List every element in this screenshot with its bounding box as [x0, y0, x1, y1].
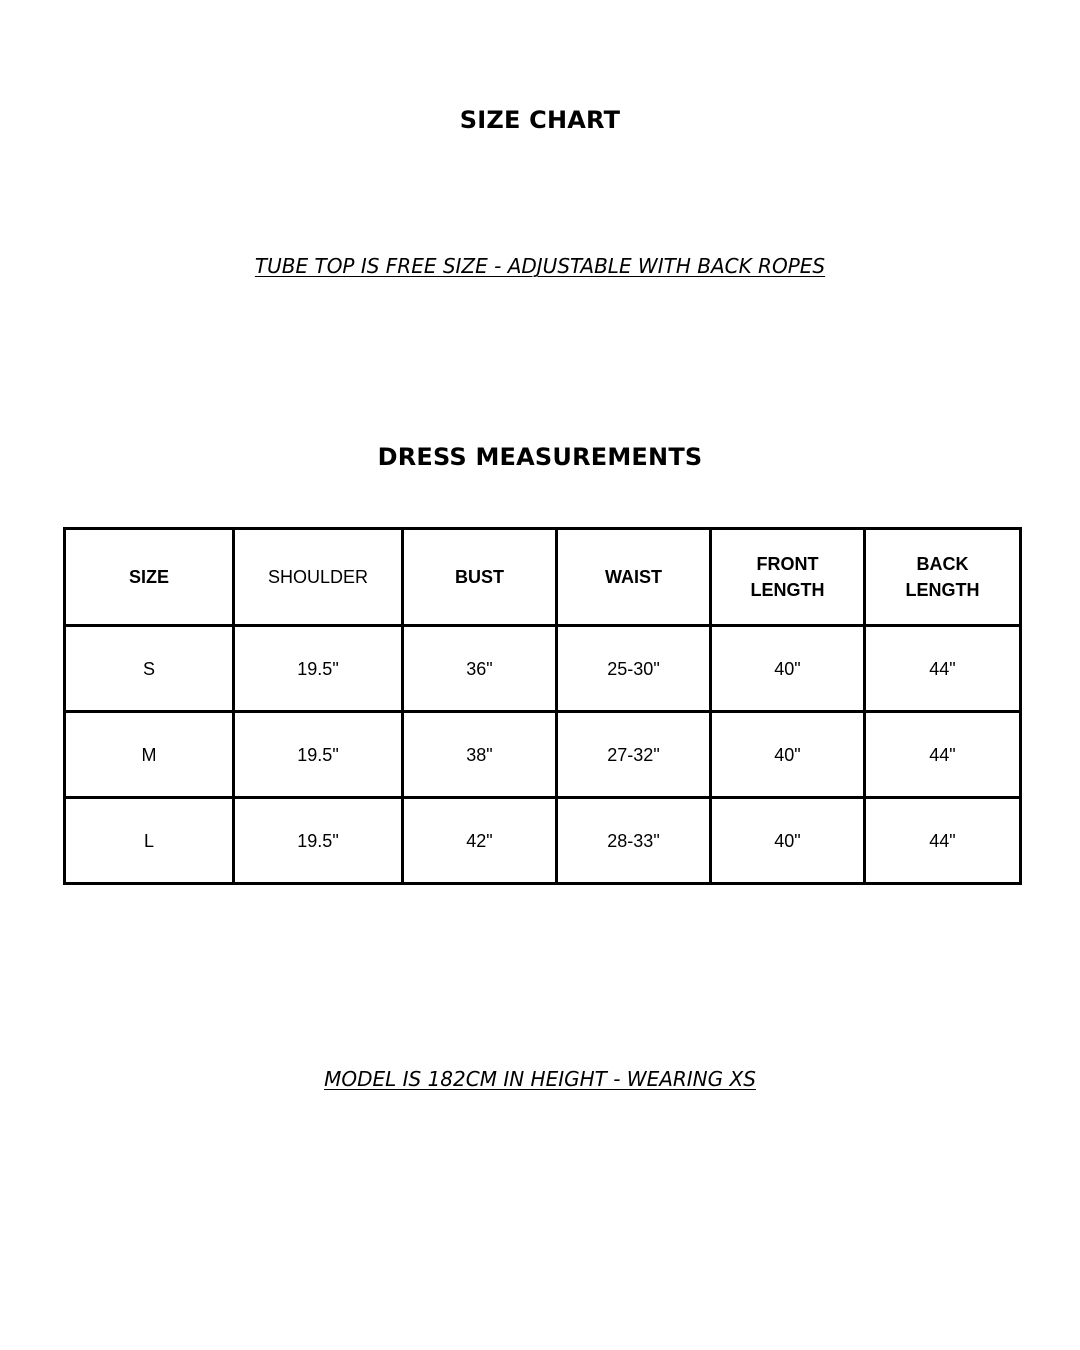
cell-waist: 25-30": [557, 626, 711, 712]
table-row: [65, 626, 1021, 712]
column-header-size: SIZE: [65, 529, 234, 626]
tube-top-note: [0, 254, 1080, 278]
dress-measurements-title: DRESS MEASUREMENTS: [377, 443, 703, 471]
model-note: [0, 1067, 1080, 1091]
cell-bust: 42": [403, 798, 557, 884]
cell-front-length: 40": [711, 798, 865, 884]
tube-top-note-text: TUBE TOP IS FREE SIZE - ADJUSTABLE WITH BACK ROPES: [254, 254, 826, 278]
cell-front-length: 40": [711, 712, 865, 798]
cell-back-length: 44": [865, 798, 1021, 884]
column-header-bust: BUST: [403, 529, 557, 626]
cell-shoulder: 19.5": [234, 626, 403, 712]
cell-bust: 38": [403, 712, 557, 798]
cell-shoulder: 19.5": [234, 798, 403, 884]
cell-front-length: 40": [711, 626, 865, 712]
cell-shoulder: 19.5": [234, 712, 403, 798]
column-header-waist: WAIST: [557, 529, 711, 626]
column-header-back-length: BACK LENGTH: [865, 529, 1021, 626]
page-title: SIZE CHART: [459, 106, 621, 134]
table-header-row: [65, 529, 1021, 626]
cell-size: L: [65, 798, 234, 884]
cell-waist: 27-32": [557, 712, 711, 798]
table-row: [65, 712, 1021, 798]
table-row: [65, 798, 1021, 884]
cell-waist: 28-33": [557, 798, 711, 884]
cell-back-length: 44": [865, 626, 1021, 712]
cell-size: M: [65, 712, 234, 798]
column-header-shoulder: SHOULDER: [234, 529, 403, 626]
cell-back-length: 44": [865, 712, 1021, 798]
model-note-text: MODEL IS 182CM IN HEIGHT - WEARING XS: [324, 1067, 756, 1091]
cell-size: S: [65, 626, 234, 712]
dress-measurements-table: [63, 527, 1022, 885]
cell-bust: 36": [403, 626, 557, 712]
column-header-front-length: FRONT LENGTH: [711, 529, 865, 626]
